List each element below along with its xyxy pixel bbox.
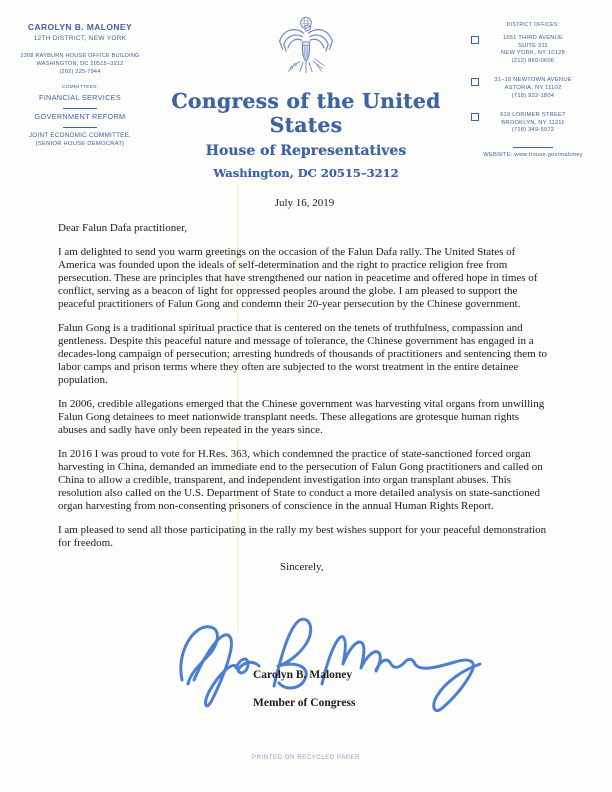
paragraph-4: In 2016 I was proud to vote for H.Res. 363, which condemned the practice of state-sanctioned forced organ harvesting in China, demanded an immediate end to the persecution of Falun Gong practitioners and called on China to allow a credible, transparent, and independent investigation into organ transplant abuses. This resolution also called on the U.S. Department of State to conduct a more detailed analysis on state-sanctioned organ harvesting from non-consenting prisoners of conscience in the annual Human Rights Report. <box>58 448 543 512</box>
member-info-block <box>12 22 148 147</box>
closing: Sincerely, <box>280 561 324 573</box>
congress-title: Congress of the United States <box>171 89 441 137</box>
committee-financial-services: FINANCIAL SERVICES <box>38 93 122 102</box>
district-office <box>462 35 604 65</box>
paragraph-1: I am delighted to send you warm greetings on the occasion of the Falun Dafa rally. The United States of America was founded upon the ideals of self-determination and the right to practice religion free from persecution. These are principles that have strengthened our nation in peacetime and offered hope in times of conflict, serving as a beacon of light for oppressed peoples around the globe. I am pleased to support the peaceful practitioners of Falun Gong and condemn their 20-year persecution by the Chinese government. <box>58 246 538 310</box>
letter-date: July 16, 2019 <box>274 197 335 209</box>
office-address-line: ASTORIA, NY 11102 <box>504 84 562 91</box>
salutation: Dear Falun Dafa practitioner, <box>58 222 188 234</box>
district-offices-label: DISTRICT OFFICES: <box>506 22 560 28</box>
district-office <box>462 112 604 135</box>
dc-office-address-line: 2308 RAYBURN HOUSE OFFICE BUILDING <box>20 53 140 59</box>
office-phone: (718) 349-5972 <box>511 127 555 134</box>
office-address-line: BROOKLYN, NY 11211 <box>501 119 565 126</box>
great-seal-eagle-icon <box>276 15 336 81</box>
divider <box>63 127 97 128</box>
paragraph-5: I am pleased to send all those participating in the rally my best wishes support for your peaceful demonstration for freedom. <box>58 524 547 549</box>
office-phone: (212) 860-0606 <box>511 57 555 64</box>
washington-address: Washington, DC 20515–3212 <box>213 166 399 180</box>
member-district: 12TH DISTRICT, NEW YORK <box>33 35 127 42</box>
divider <box>63 108 97 109</box>
office-address-line: 1651 THIRD AVENUE <box>502 35 564 41</box>
letterhead-center <box>151 15 461 180</box>
committee-government-reform: GOVERNMENT REFORM <box>34 112 126 121</box>
office-address-line: SUITE 311 <box>518 42 548 49</box>
office-checkbox-icon <box>471 36 479 44</box>
committee-note: [SENIOR HOUSE DEMOCRAT] <box>36 141 124 147</box>
office-address-line: NEW YORK, NY 10128 <box>501 50 565 57</box>
divider <box>513 147 553 148</box>
paragraph-3: In 2006, credible allegations emerged that the Chinese government was harvesting vital organs from unwilling Falun Gong detainees to meet nationwide transplant needs. These allegations are grotesque human rights abuses and sadly have only been repeated in the years since. <box>58 398 545 436</box>
recycled-paper-note: PRINTED ON RECYCLED PAPER <box>252 755 360 761</box>
district-office <box>462 77 604 100</box>
office-checkbox-icon <box>471 113 479 121</box>
typed-signature-title: Member of Congress <box>253 697 356 709</box>
district-offices-block <box>462 22 604 158</box>
office-phone: (718) 932-1804 <box>511 92 555 99</box>
dc-office-address-line: WASHINGTON, DC 20515–3212 <box>36 61 124 67</box>
dc-office-phone: (202) 225-7944 <box>59 69 101 75</box>
office-address-line: 619 LORIMER STREET <box>500 112 566 119</box>
member-name: CAROLYN B. MALONEY <box>27 22 133 32</box>
office-address-line: 31–19 NEWTOWN AVENUE <box>494 77 572 84</box>
letter-body <box>58 197 551 574</box>
website-line: WEBSITE: www.house.gov/maloney <box>483 151 583 158</box>
office-checkbox-icon <box>471 78 479 86</box>
typed-signature-name: Carolyn B. Maloney <box>253 669 353 681</box>
committees-label: COMMITTEES: <box>61 85 99 90</box>
house-subtitle: House of Representatives <box>205 143 407 159</box>
paragraph-2: Falun Gong is a traditional spiritual practice that is centered on the tenets of truthfulness, compassion and gentleness. Despite this peaceful nature and message of tolerance, the Chinese government has engaged in a decades-long campaign of persecution; arresting hundreds of thousands of practitioners and sentencing them to labor camps and prison terms where they often are subjected to the worst treatment in the entire detainee population. <box>58 322 548 386</box>
committee-joint-economic: JOINT ECONOMIC COMMITTEE, <box>28 132 132 139</box>
